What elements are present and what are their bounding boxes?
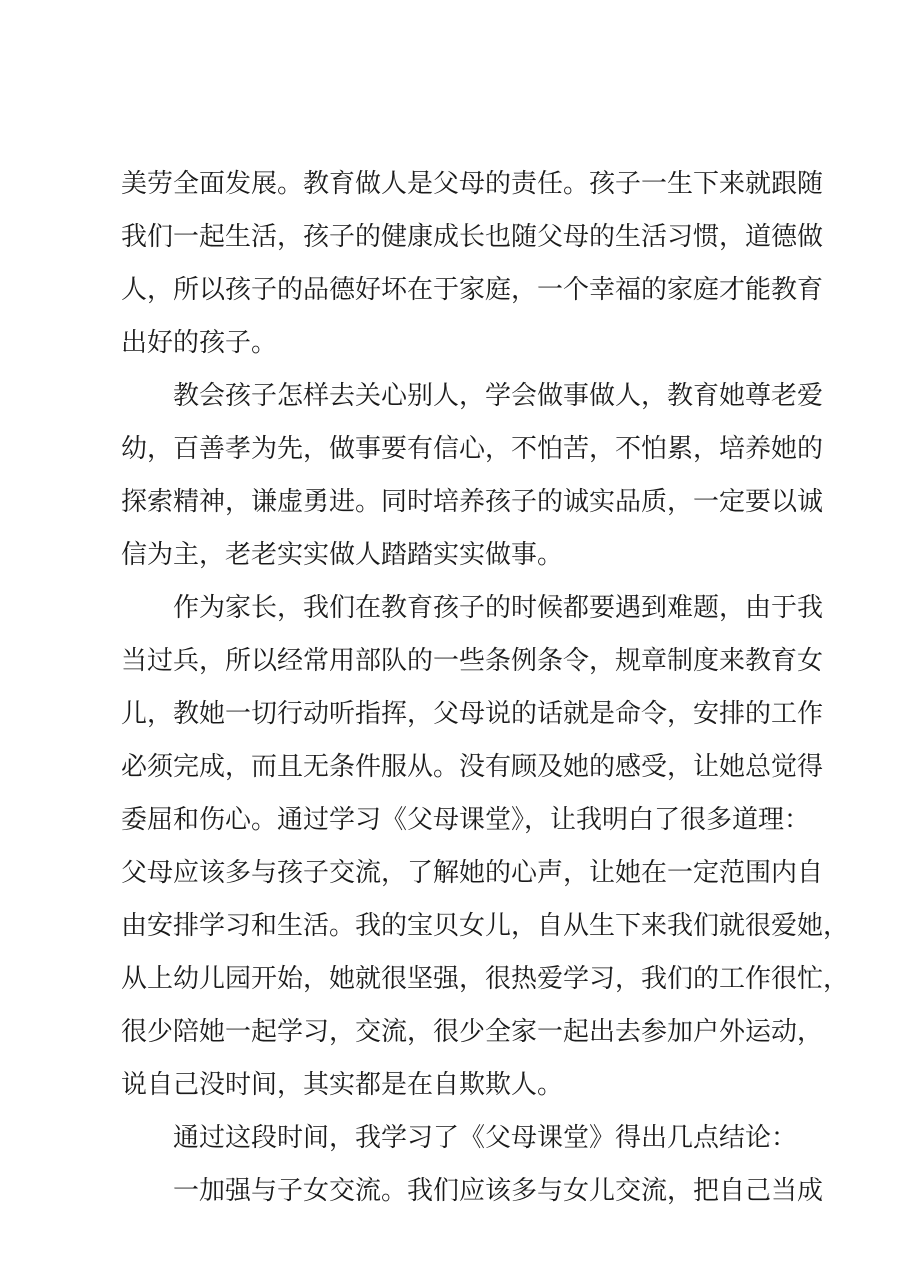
text-line: 说自己没时间，其实都是在自欺欺人。 — [121, 1070, 564, 1100]
text-line: 作为家长，我们在教育孩子的时候都要遇到难题，由于我 — [173, 593, 824, 623]
text-line: 当过兵，所以经常用部队的一些条例条令，规章制度来教育女 — [121, 646, 824, 676]
text-line: 通过这段时间，我学习了《父母课堂》得出几点结论： — [173, 1123, 798, 1153]
text-line: 我们一起生活，孩子的健康成长也随父母的生活习惯，道德做 — [121, 222, 824, 252]
text-line: 教会孩子怎样去关心别人，学会做事做人，教育她尊老爱 — [173, 381, 824, 411]
text-line: 幼，百善孝为先，做事要有信心，不怕苦，不怕累，培养她的 — [121, 434, 824, 464]
text-line: 由安排学习和生活。我的宝贝女儿，自从生下来我们就很爱她， — [121, 911, 850, 941]
text-line: 很少陪她一起学习，交流，很少全家一起出去参加户外运动， — [121, 1017, 824, 1047]
text-line: 探索精神，谦虚勇进。同时培养孩子的诚实品质，一定要以诚 — [121, 487, 824, 517]
text-line: 儿，教她一切行动听指挥，父母说的话就是命令，安排的工作 — [121, 699, 824, 729]
text-line: 美劳全面发展。教育做人是父母的责任。孩子一生下来就跟随 — [121, 169, 824, 199]
text-line: 委屈和伤心。通过学习《父母课堂》，让我明白了很多道理： — [121, 805, 811, 835]
text-line: 一加强与子女交流。我们应该多与女儿交流，把自己当成 — [173, 1176, 824, 1206]
text-line: 必须完成，而且无条件服从。没有顾及她的感受，让她总觉得 — [121, 752, 824, 782]
text-line: 人，所以孩子的品德好坏在于家庭，一个幸福的家庭才能教育 — [121, 275, 824, 305]
text-line: 从上幼儿园开始，她就很坚强，很热爱学习，我们的工作很忙， — [121, 964, 850, 994]
text-line: 信为主，老老实实做人踏踏实实做事。 — [121, 540, 564, 570]
text-line: 父母应该多与孩子交流，了解她的心声，让她在一定范围内自 — [121, 858, 824, 888]
text-line: 出好的孩子。 — [121, 328, 278, 358]
